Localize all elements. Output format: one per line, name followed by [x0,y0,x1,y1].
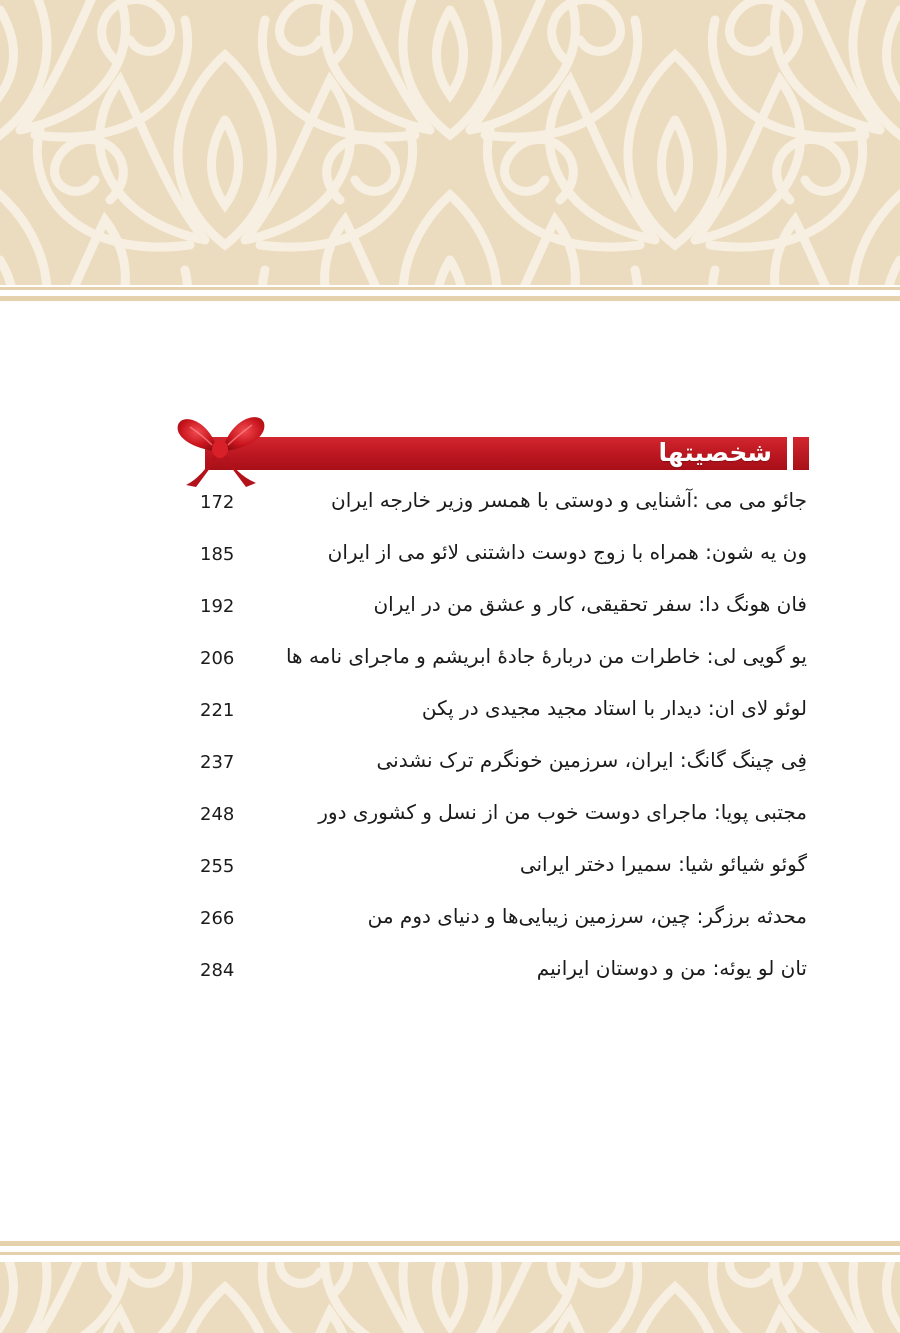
toc-item-title: تان لو یوئه: من و دوستان ایرانیم [536,956,807,980]
toc-item-page: 266 [200,908,235,929]
toc-item[interactable] [0,740,900,792]
bottom-divider-line [0,1252,900,1255]
toc-item[interactable] [0,688,900,740]
toc-item-title: یو گویی لی: خاطرات من دربارهٔ جادهٔ ابریشم و ماجرای نامه ها [285,644,807,668]
toc-item[interactable] [0,480,900,532]
toc-item-page: 221 [200,700,235,721]
top-divider-line-thick [0,296,900,301]
toc-item[interactable] [0,792,900,844]
toc-item[interactable] [0,844,900,896]
toc-item-page: 284 [200,960,235,981]
toc-item-page: 185 [200,544,235,565]
toc-item[interactable] [0,896,900,948]
toc-item[interactable] [0,948,900,1000]
toc-item-title: جائو می می :آشنایی و دوستی با همسر وزیر خارجه ایران [331,488,807,512]
bottom-divider-line-thick [0,1241,900,1246]
toc-item-title: محدثه برزگر: چین، سرزمین زیبایی‌ها و دنیای دوم من [367,904,807,928]
toc-item-page: 255 [200,856,235,877]
toc-item-page: 248 [200,804,235,825]
toc-item-title: ون یه شون: همراه با زوج دوست داشتنی لائو می از ایران [327,540,807,564]
bottom-ornament-band [0,1262,900,1333]
toc-item-title: مجتبی پویا: ماجرای دوست خوب من از نسل و کشوری دور [318,800,807,824]
top-ornament-band [0,0,900,285]
top-divider-line [0,287,900,290]
ribbon-bow-icon [172,409,268,489]
toc-item[interactable] [0,584,900,636]
section-heading: شخصیتها [658,438,772,467]
toc-item-page: 237 [200,752,235,773]
toc-item[interactable] [0,532,900,584]
toc-item[interactable] [0,636,900,688]
toc-item-page: 192 [200,596,235,617]
toc-item-title: لوئو لای ان: دیدار با استاد مجید مجیدی در پکن [421,696,807,720]
toc-item-page: 206 [200,648,235,669]
section-heading-tail [793,437,809,470]
toc-item-title: گوئو شیائو شیا: سمیرا دختر ایرانی [519,852,807,876]
toc-item-title: فِی چینگ گانگ: ایران، سرزمین خونگرم ترک نشدنی [376,748,807,772]
toc-item-title: فان هونگ دا: سفر تحقیقی، کار و عشق من در ایران [373,592,807,616]
toc-item-page: 172 [200,492,235,513]
